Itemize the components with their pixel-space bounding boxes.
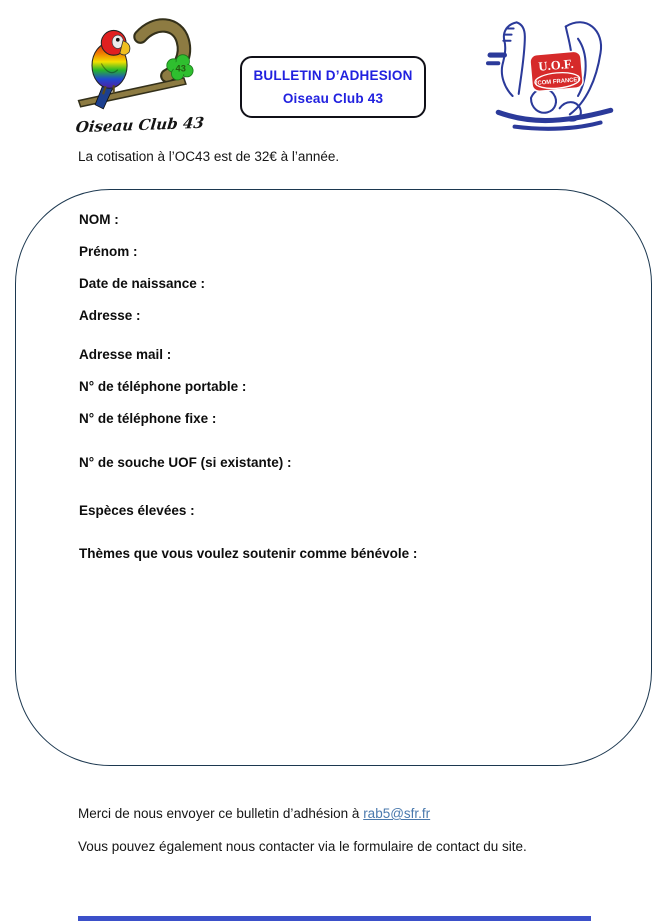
field-mail: Adresse mail : bbox=[79, 347, 172, 362]
form-fields bbox=[79, 212, 611, 578]
svg-text:U.O.F.: U.O.F. bbox=[537, 56, 575, 74]
uof-birds-icon bbox=[486, 10, 624, 138]
field-adresse: Adresse : bbox=[79, 308, 141, 323]
membership-form-box bbox=[15, 189, 652, 766]
svg-text:(COM FRANCE): (COM FRANCE) bbox=[535, 77, 580, 87]
field-souche: N° de souche UOF (si existante) : bbox=[79, 455, 292, 470]
field-naissance: Date de naissance : bbox=[79, 276, 206, 291]
field-themes: Thèmes que vous voulez soutenir comme bénévole : bbox=[79, 546, 418, 561]
field-prenom: Prénom : bbox=[79, 244, 138, 259]
send-instruction bbox=[78, 806, 430, 821]
email-link[interactable]: rab5@sfr.fr bbox=[363, 806, 431, 821]
uof-badge bbox=[529, 51, 583, 92]
oiseau-club-logo bbox=[74, 16, 206, 137]
svg-text:43: 43 bbox=[175, 63, 186, 74]
field-nom: NOM : bbox=[79, 212, 119, 227]
uof-logo bbox=[486, 10, 624, 138]
send-instruction-text: Merci de nous envoyer ce bulletin d’adhésion à bbox=[78, 806, 364, 821]
field-fixe: N° de téléphone fixe : bbox=[79, 411, 217, 426]
bottom-accent-bar bbox=[78, 916, 591, 921]
club-logo-caption: Oiseau Club 43 bbox=[74, 113, 205, 137]
page-title: BULLETIN D’ADHESION bbox=[253, 68, 413, 83]
parrot-logo-icon bbox=[76, 16, 206, 114]
field-especes: Espèces élevées : bbox=[79, 503, 195, 518]
page-subtitle: Oiseau Club 43 bbox=[282, 91, 384, 106]
contact-instruction: Vous pouvez également nous contacter via le formulaire de contact du site. bbox=[78, 839, 527, 854]
title-box bbox=[240, 56, 426, 118]
field-portable: N° de téléphone portable : bbox=[79, 379, 247, 394]
membership-fee-text: La cotisation à l’OC43 est de 32€ à l’année. bbox=[78, 149, 340, 164]
